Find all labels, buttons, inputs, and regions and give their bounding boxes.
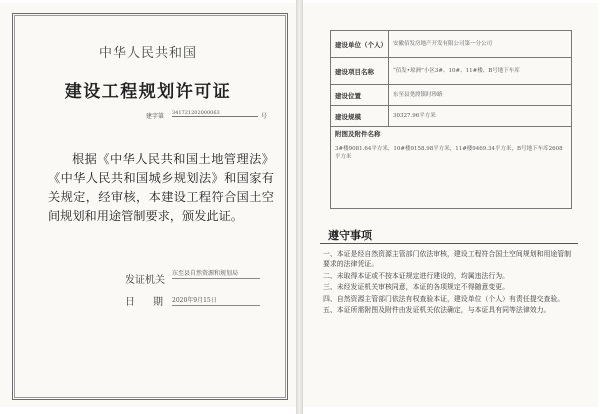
- notice-item: 三、未经发证机关审核同意，本证的各项规定不得随意变更。: [323, 283, 510, 292]
- date-value: 2020年9月15日: [172, 295, 260, 306]
- notice-item: 四、自然资源主管部门依法有权查验本证，建设单位（个人）有责任提交查验。: [323, 294, 565, 303]
- attachment-label: 附图及附件名称: [331, 127, 572, 141]
- row-label: 建设项目名称: [331, 58, 389, 85]
- certificate-body: 根据《中华人民共和国土地管理法》《中华人民共和国城乡规划法》和国家有关规定，经审核，本建设工程符合国土空间规划和用途管制要求，颁发此证。: [48, 152, 274, 223]
- serial-suffix: 号: [261, 113, 268, 120]
- issuer-label: 发证机关: [125, 275, 165, 286]
- project-info-table: [330, 30, 572, 209]
- row-value: “佰发•琼洲”小区3#、10#、11#楼、B号地下车库: [389, 58, 572, 85]
- row-label: 建设规模: [331, 106, 389, 127]
- table-row: [331, 85, 572, 106]
- issuer-value: 东至县自然资源和规划局: [172, 268, 260, 279]
- serial-prefix: 建字第: [146, 113, 165, 120]
- row-value: 安徽佰发房地产开发有限公司第一分公司: [389, 31, 572, 58]
- row-value: 东至县尧渡镇时珍路: [389, 85, 572, 106]
- serial-number-line: [128, 109, 280, 121]
- certificate-title: 建设工程规划许可证: [64, 82, 232, 102]
- notice-item: 五、本证所需附图及附件由发证机关依法确定，与本证具有同等法律效力。: [323, 306, 551, 315]
- table-row: [331, 106, 572, 127]
- table-row: [331, 58, 572, 85]
- notice-divider: [320, 243, 578, 244]
- serial-number: 341721202000063: [172, 109, 258, 117]
- notice-list: [323, 249, 575, 316]
- notice-title: 遵守事项: [328, 229, 372, 242]
- row-value: 30327.96平方米: [389, 106, 572, 127]
- table-row: [331, 31, 572, 58]
- attachment-body-row: [331, 141, 572, 209]
- date-label: 日期: [125, 297, 181, 308]
- attachment-value: 3#楼9081.64平方米，10#楼9158.98平方米，11#楼9469.34平方米，B号地下车库2608平方米: [331, 141, 572, 209]
- country-name: 中华人民共和国: [98, 46, 197, 61]
- attachment-header-row: [331, 127, 572, 141]
- row-label: 建设位置: [331, 85, 389, 106]
- row-label: 建设单位（个人）: [331, 31, 389, 58]
- notice-item: 一、本证是经自然资源主管部门依法审核，建设工程符合国土空间规划和用途管制要求的法律凭证。: [323, 250, 572, 269]
- page-gutter: [296, 0, 303, 414]
- notice-item: 二、未取得本证或不按本证规定进行建设的，均属违法行为。: [323, 271, 510, 280]
